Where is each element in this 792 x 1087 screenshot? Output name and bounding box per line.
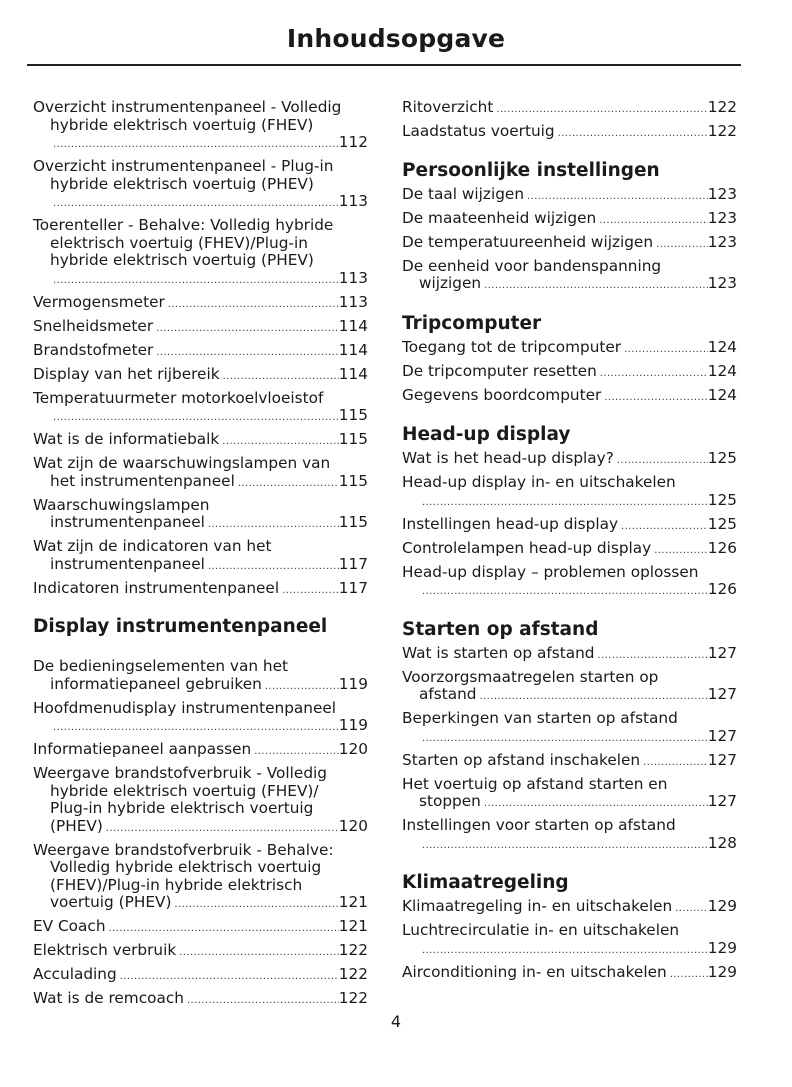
toc-page-number: 115 [338,406,368,424]
toc-entry[interactable] [402,564,737,601]
toc-entry-text: Brandstofmeter [33,340,154,359]
dot-leader [422,583,708,601]
toc-page-number: 114 [338,340,368,359]
toc-page-number: 125 [707,514,737,533]
toc-page-number: 127 [707,726,737,745]
toc-entry-text: De maateenheid wijzigen [402,208,597,227]
toc-entry-text: Acculading [33,965,117,983]
toc-right-group [402,99,737,143]
toc-page-number: 124 [707,361,737,380]
toc-entry[interactable] [33,966,368,986]
toc-entry[interactable] [33,700,368,737]
toc-entry-text: Weergave brandstofverbruik - Volledig [33,764,327,782]
toc-page-number: 128 [707,833,737,852]
toc-page-number: 125 [707,449,737,467]
toc-page-number: 117 [338,578,368,597]
dot-leader [496,101,707,119]
toc-left-column [33,99,368,1014]
dot-leader [174,896,338,914]
toc-page-number: 122 [707,122,737,140]
section-heading: Klimaatregeling [402,872,569,893]
dot-leader [265,678,339,696]
dot-leader [53,719,339,737]
toc-entry[interactable] [402,669,737,706]
toc-right-group [402,645,737,855]
dot-leader [223,368,339,386]
toc-page-number: 127 [707,685,737,703]
toc-entry-text: Toegang tot de tripcomputer [402,337,622,356]
toc-page-number: 114 [338,364,368,383]
toc-entry-text: De temperatuureenheid wijzigen [402,232,654,251]
toc-entry-text: De tripcomputer resetten [402,361,597,380]
toc-entry-text: instrumentenpaneel [50,554,205,573]
toc-entry-text: Wat is starten op afstand [402,643,595,662]
dot-leader [156,344,339,362]
toc-page-number: 129 [707,938,737,957]
toc-entry-text: afstand [419,685,477,703]
toc-entry[interactable] [402,922,737,959]
dot-leader [527,188,708,206]
toc-entry-text: Snelheidsmeter [33,316,154,335]
toc-page-number: 123 [707,274,737,292]
toc-entry-text: De taal wijzigen [402,184,525,203]
dot-leader [238,475,339,493]
dot-leader [187,992,339,1010]
toc-entry[interactable] [33,431,368,451]
toc-page-number: 126 [707,538,737,557]
toc-entry-text: Elektrisch verbruik [33,941,177,959]
toc-entry-text: hybride elektrisch voertuig (FHEV)/ [50,781,319,800]
toc-right-column [402,99,737,988]
dot-leader [120,968,339,986]
section-heading: Starten op afstand [402,618,599,640]
toc-page-number: 120 [338,740,368,758]
toc-entry[interactable] [33,842,368,914]
toc-entry[interactable] [402,339,737,359]
dot-leader [168,296,339,314]
page-title: Inhoudsopgave [286,24,506,53]
toc-page-number: 122 [338,941,368,959]
dot-leader [484,277,708,295]
toc-entry[interactable] [402,450,737,470]
toc-entry[interactable] [402,99,737,119]
dot-leader [422,942,708,960]
toc-entry-text: (FHEV)/Plug-in hybride elektrisch [50,875,303,894]
page-number: 4 [390,1012,402,1031]
toc-entry[interactable] [402,898,737,918]
toc-entry-text: Controlelampen head-up display [402,538,652,557]
toc-entry[interactable] [33,580,368,600]
toc-entry-text: Instellingen head-up display [402,514,619,533]
dot-leader [106,820,339,838]
toc-entry-text: Overzicht instrumentenpaneel - Volledig [33,98,342,116]
toc-entry[interactable] [402,645,737,665]
toc-right-group [402,339,737,407]
toc-page-number: 129 [707,897,737,915]
toc-page-number: 114 [338,316,368,335]
toc-entry-text: Starten op afstand inschakelen [402,750,641,769]
dot-leader [558,125,708,143]
toc-entry-text: hybride elektrisch voertuig (FHEV) [50,115,314,134]
toc-page-number: 126 [707,580,737,598]
toc-entry[interactable] [402,186,737,206]
toc-entry[interactable] [402,516,737,536]
toc-entry-text: Wat is het head-up display? [402,449,614,467]
toc-page-number: 115 [338,471,368,490]
toc-page-number: 122 [338,965,368,983]
dot-leader [53,195,339,213]
toc-entry-text: hybride elektrisch voertuig (PHEV) [50,174,314,193]
section-heading: Tripcomputer [402,312,542,334]
dot-leader [422,837,708,855]
dot-leader [53,409,339,427]
toc-entry-text: Wat is de remcoach [33,989,184,1007]
toc-entry[interactable] [33,342,368,362]
toc-entry-text: Beperkingen van starten op afstand [402,709,678,727]
toc-entry[interactable] [33,497,368,534]
toc-entry-text: wijzigen [419,274,482,292]
toc-entry[interactable] [402,474,737,511]
toc-page-number: 125 [707,490,737,509]
dot-leader [624,341,708,359]
dot-leader [617,452,708,470]
toc-entry[interactable] [33,390,368,427]
toc-entry-text: Voorzorgsmaatregelen starten op [402,667,659,686]
toc-entry-text: Vermogensmeter [33,292,165,311]
dot-leader [675,900,708,918]
toc-page-number: 124 [707,337,737,356]
toc-entry-text: Klimaatregeling in- en uitschakelen [402,897,673,915]
section-heading: Display instrumentenpaneel [33,616,328,637]
toc-entry-text: Waarschuwingslampen [33,495,210,514]
dot-leader [604,389,707,407]
dot-leader [222,433,339,451]
toc-entry-text: Volledig hybride elektrisch voertuig [50,858,322,876]
section-heading: Persoonlijke instellingen [402,159,660,181]
toc-entry-text: Hoofdmenudisplay instrumentenpaneel [33,698,337,717]
toc-page-number: 112 [338,133,368,151]
toc-page-number: 123 [707,184,737,203]
toc-entry-text: Indicatoren instrumentenpaneel [33,578,280,597]
toc-entry-text: (PHEV) [50,816,103,835]
toc-entry[interactable] [402,752,737,772]
dot-leader [156,320,339,338]
toc-entry-text: Toerenteller - Behalve: Volledig hybride [33,216,334,234]
toc-entry-text: Overzicht instrumentenpaneel - Plug-in [33,157,334,175]
toc-entry[interactable] [33,765,368,837]
toc-entry-text: Gegevens boordcomputer [402,385,602,404]
toc-entry[interactable] [33,455,368,492]
toc-page-number: 113 [338,192,368,210]
toc-entry[interactable] [402,258,737,295]
dot-leader [53,272,339,290]
dot-leader [282,582,339,600]
dot-leader [254,743,339,761]
toc-page-number: 119 [338,716,368,734]
toc-entry[interactable] [33,294,368,314]
toc-page-number: 120 [338,816,368,835]
toc-right-group [402,450,737,601]
toc-page-number: 113 [338,292,368,311]
toc-entry[interactable] [402,817,737,854]
dot-leader [598,647,708,665]
toc-page-number: 122 [338,989,368,1007]
toc-page-number: 127 [707,792,737,810]
dot-leader [422,494,708,512]
dot-leader [208,516,339,534]
toc-page-number: 122 [707,98,737,116]
toc-entry-text: informatiepaneel gebruiken [50,674,262,693]
toc-entry-text: Head-up display in- en uitschakelen [402,473,676,491]
toc-entry[interactable] [402,710,737,747]
toc-entry-text: Temperatuurmeter motorkoelvloeistof [33,388,324,407]
toc-page-number: 127 [707,643,737,662]
toc-page-number: 115 [338,513,368,531]
toc-left-group [33,99,368,599]
dot-leader [643,754,708,772]
toc-entry[interactable] [33,990,368,1010]
toc-page-number: 127 [707,750,737,769]
toc-entry-text: Head-up display – problemen oplossen [402,562,699,581]
dot-leader [422,730,708,748]
toc-entry-text: Het voertuig op afstand starten en [402,774,668,793]
toc-page-number: 117 [338,554,368,573]
toc-page-number: 115 [338,430,368,448]
toc-entry-text: het instrumentenpaneel [50,471,235,490]
dot-leader [599,212,708,230]
dot-leader [670,966,708,984]
toc-right-group [402,898,737,983]
toc-entry[interactable] [402,387,737,407]
toc-page-number: 123 [707,232,737,251]
toc-entry-text: Display van het rijbereik [33,364,220,383]
dot-leader [53,136,339,154]
toc-entry[interactable] [33,318,368,338]
toc-left-group [33,658,368,1010]
toc-entry[interactable] [402,363,737,383]
toc-page-number: 121 [338,917,368,935]
dot-leader [179,944,339,962]
toc-page-number: 119 [338,674,368,693]
toc-entry-text: Wat is de informatiebalk [33,430,220,448]
dot-leader [600,365,708,383]
toc-entry[interactable] [33,217,368,289]
toc-entry[interactable] [33,99,368,154]
toc-entry[interactable] [33,158,368,213]
toc-page-number: 123 [707,208,737,227]
toc-entry-text: De eenheid voor bandenspanning [402,256,662,275]
dot-leader [109,920,339,938]
toc-entry-text: Ritoverzicht [402,98,494,116]
toc-entry-text: hybride elektrisch voertuig (PHEV) [50,251,314,269]
toc-entry-text: instrumentenpaneel [50,513,205,531]
toc-entry-text: Wat zijn de indicatoren van het [33,537,272,555]
toc-entry[interactable] [402,234,737,254]
toc-page-number: 121 [338,893,368,911]
toc-entry[interactable] [33,366,368,386]
dot-leader [654,542,708,560]
toc-entry-text: voertuig (PHEV) [50,893,172,911]
toc-entry[interactable] [402,123,737,143]
toc-entry-text: stoppen [419,792,481,810]
toc-entry-text: EV Coach [33,917,106,935]
toc-entry-text: Informatiepaneel aanpassen [33,740,252,758]
toc-page-number: 124 [707,385,737,404]
toc-entry[interactable] [33,942,368,962]
toc-entry-text: Airconditioning in- en uitschakelen [402,962,667,981]
toc-entry[interactable] [33,658,368,695]
toc-entry-text: Plug-in hybride elektrisch voertuig [50,799,314,817]
toc-entry[interactable] [33,741,368,761]
toc-entry-text: De bedieningselementen van het [33,657,288,675]
toc-entry[interactable] [402,776,737,813]
toc-entry-text: Weergave brandstofverbruik - Behalve: [33,840,334,859]
toc-entry[interactable] [402,964,737,984]
dot-leader [621,518,708,536]
toc-entry[interactable] [402,540,737,560]
title-divider [27,64,741,66]
toc-entry[interactable] [33,918,368,938]
toc-page-number: 129 [707,962,737,981]
toc-entry[interactable] [33,538,368,575]
toc-entry-text: Instellingen voor starten op afstand [402,816,676,834]
toc-right-group [402,186,737,295]
toc-entry-text: Wat zijn de waarschuwingslampen van [33,454,331,472]
dot-leader [484,795,708,813]
dot-leader [480,688,708,706]
dot-leader [208,558,339,576]
toc-page-number: 113 [338,268,368,287]
toc-entry-text: Laadstatus voertuig [402,122,555,140]
section-heading: Head-up display [402,424,571,445]
toc-entry-text: elektrisch voertuig (FHEV)/Plug-in [50,233,308,252]
toc-entry-text: Luchtrecirculatie in- en uitschakelen [402,921,680,939]
toc-entry[interactable] [402,210,737,230]
dot-leader [656,236,708,254]
